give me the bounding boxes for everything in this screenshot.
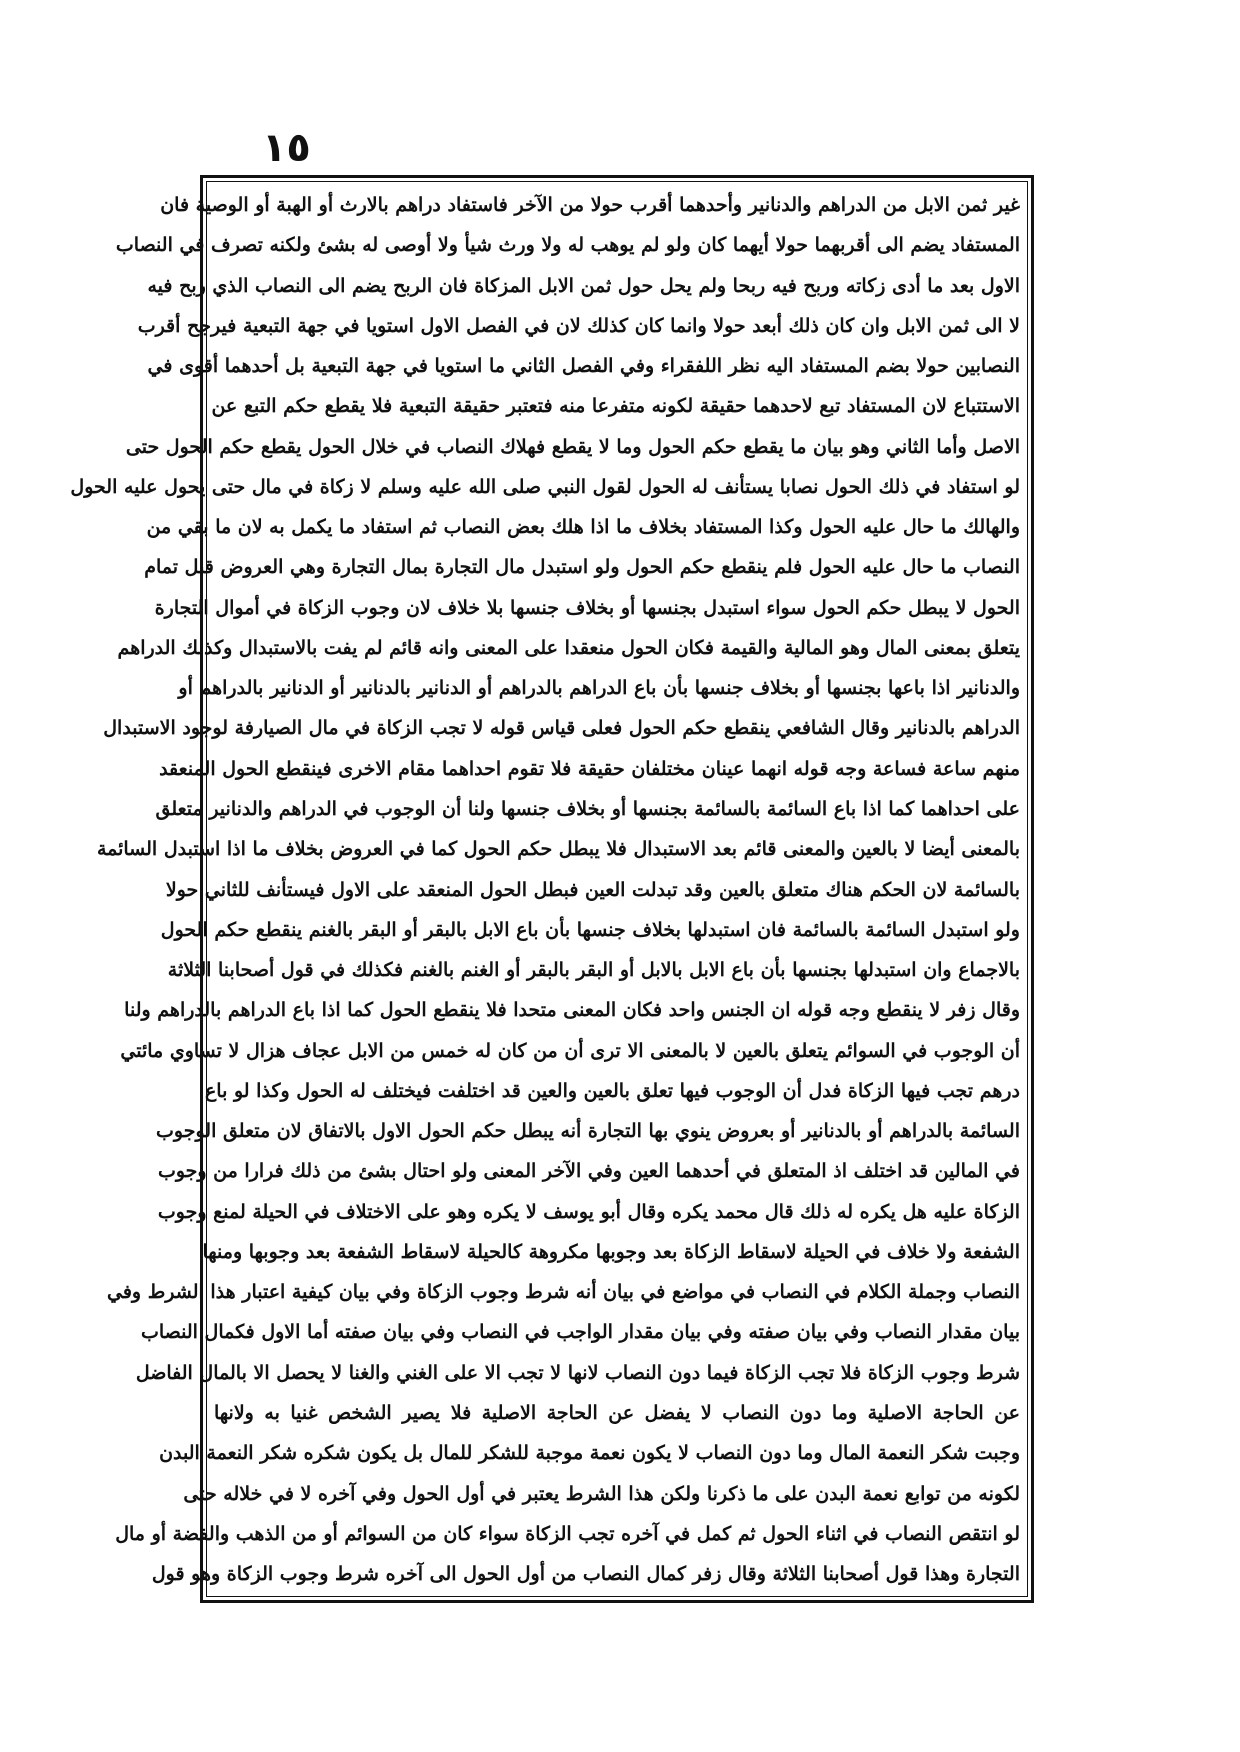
- text-line: والدنانير اذا باعها بجنسها أو بخلاف جنسها بأن باع الدراهم بالدراهم أو الدنانير بالدنانير أو الدنانير بالدراهم أو: [178, 677, 1020, 700]
- text-line: بيان مقدار النصاب وفي بيان صفته وفي بيان مقدار الواجب في النصاب وفي بيان صفته أما الاول فكمال النصاب: [140, 1321, 1020, 1344]
- text-line: بالاجماع وان استبدلها بجنسها بأن باع الابل بالابل أو البقر بالبقر أو الغنم بالغنم فكذلك في قول أصحابنا الثلاثة: [167, 959, 1020, 982]
- text-line: بالمعنى أيضا لا بالعين والمعنى قائم بعد الاستبدال فلا يبطل حكم الحول كما في العروض بخلاف ما اذا استبدل السائمة: [96, 838, 1020, 861]
- text-line: الزكاة عليه هل يكره له ذلك قال محمد يكره وقال أبو يوسف لا يكره وهو على الاختلاف في الحيلة لمنع وجوب: [157, 1200, 1020, 1223]
- text-body: [70, 186, 1020, 1594]
- text-line: والهالك ما حال عليه الحول وكذا المستفاد بخلاف ما اذا هلك بعض النصاب ثم استفاد ما يكمل به لان ما بقي من: [146, 516, 1020, 539]
- text-line: لكونه من توابع نعمة البدن على ما ذكرنا ولكن هذا الشرط يعتبر في أول الحول وفي آخره لا في خلاله حتى: [183, 1482, 1020, 1505]
- text-line: النصابين حولا بضم المستفاد اليه نظر اللفقراء وفي الفصل الثاني ما استويا في جهة التبعية بل أحدهما أقوى في: [147, 355, 1020, 378]
- text-line: في المالين قد اختلف اذ المتعلق في أحدهما العين وفي الآخر المعنى ولو احتال بشئ من ذلك فرارا من وجوب: [157, 1160, 1020, 1183]
- text-line: درهم تجب فيها الزكاة فدل أن الوجوب فيها تعلق بالعين والعين قد اختلفت فيختلف له الحول وكذا لو باع: [204, 1079, 1020, 1102]
- text-line: النصاب وجملة الكلام في النصاب في مواضع في بيان أنه شرط وجوب الزكاة وفي بيان كيفية اعتبار هذا الشرط وفي: [106, 1281, 1020, 1304]
- text-line: على احداهما كما اذا باع السائمة بالسائمة بجنسها أو بخلاف جنسها ولنا أن الوجوب في الدراهم والدنانير متعلق: [155, 797, 1020, 820]
- text-line: شرط وجوب الزكاة فلا تجب الزكاة فيما دون النصاب لانها لا تجب الا على الغني والغنا لا يحصل الا بالمال الفاضل: [135, 1361, 1020, 1384]
- text-line: التجارة وهذا قول أصحابنا الثلاثة وقال زفر كمال النصاب من أول الحول الى آخره شرط وجوب الزكاة وهو قول: [151, 1563, 1020, 1586]
- text-line: الشفعة ولا خلاف في الحيلة لاسقاط الزكاة بعد وجوبها مكروهة كالحيلة لاسقاط الشفعة بعد وجوبها ومنها: [202, 1240, 1020, 1263]
- text-line: بالسائمة لان الحكم هناك متعلق بالعين وقد تبدلت العين فبطل الحول المنعقد على الاول فيستأنف للثاني حولا: [165, 878, 1020, 901]
- text-line: عن الحاجة الاصلية وما دون النصاب لا يفضل عن الحاجة الاصلية فلا يصير الشخص غنيا به ولانها: [214, 1401, 1020, 1424]
- text-line: الاصل وأما الثاني وهو بيان ما يقطع حكم الحول وما لا يقطع فهلاك النصاب في خلال الحول يقطع حكم الحول حتى: [125, 435, 1020, 458]
- text-line: لو استفاد في ذلك الحول نصابا يستأنف له الحول لقول النبي صلى الله عليه وسلم لا زكاة في مال حتى يحول عليه الحول: [70, 475, 1020, 498]
- text-line: الدراهم بالدنانير وقال الشافعي ينقطع حكم الحول فعلى قياس قوله لا تجب الزكاة في مال الصيارفة لوجود الاستبدال: [103, 717, 1020, 740]
- text-line: النصاب ما حال عليه الحول فلم ينقطع حكم الحول ولو استبدل مال التجارة بمال التجارة وهي العروض قبل تمام: [144, 556, 1020, 579]
- text-line: منهم ساعة فساعة وجه قوله انهما عينان مختلفان حقيقة فلا تقوم احداهما مقام الاخرى فينقطع الحول المنعقد: [159, 757, 1020, 780]
- text-line: الاستتباع لان المستفاد تبع لاحدهما حقيقة لكونه متفرعا منه فتعتبر حقيقة التبعية فلا يقطع حكم التبع عن: [211, 395, 1020, 418]
- text-line: وجبت شكر النعمة المال وما دون النصاب لا يكون نعمة موجبة للشكر للمال بل يكون شكره شكر النعمة البدن: [159, 1442, 1020, 1465]
- text-line: الاول بعد ما أدى زكاته وربح فيه ربحا ولم يحل حول ثمن الابل المزكاة فان الربح يضم الى النصاب الذي ربح فيه: [147, 274, 1020, 297]
- text-line: ولو استبدل السائمة بالسائمة فان استبدلها بخلاف جنسها بأن باع الابل بالبقر أو البقر بالغنم ينقطع حكم الحول: [160, 918, 1020, 941]
- page-number: ١٥: [262, 125, 311, 171]
- text-line: المستفاد يضم الى أقربهما حولا أيهما كان ولو لم يوهب له ولا ورث شيأ ولا أوصى له بشئ ولكنه تصرف في النصاب: [115, 234, 1020, 257]
- text-line: لا الى ثمن الابل وان كان ذلك أبعد حولا وانما كان كذلك لان في الفصل الاول استويا في جهة التبعية فيرجح أقرب: [137, 314, 1020, 337]
- text-line: لو انتقص النصاب في اثناء الحول ثم كمل في آخره تجب الزكاة سواء كان من السوائم أو من الذهب والفضة أو مال: [115, 1522, 1020, 1545]
- text-line: أن الوجوب في السوائم يتعلق بالعين لا بالمعنى الا ترى أن من كان له خمس من الابل عجاف هزال لا تساوي مائتي: [120, 1039, 1020, 1062]
- text-line: الحول لا يبطل حكم الحول سواء استبدل بجنسها أو بخلاف جنسها بلا خلاف لان وجوب الزكاة في أموال التجارة: [154, 596, 1020, 619]
- text-line: غير ثمن الابل من الدراهم والدنانير وأحدهما أقرب حولا من الآخر فاستفاد دراهم بالارث أو الهبة أو الوصية فان: [160, 194, 1020, 216]
- text-line: السائمة بالدراهم أو بالدنانير أو بعروض ينوي بها التجارة أنه يبطل حكم الحول الاول بالاتفاق لان متعلق الوجوب: [156, 1120, 1020, 1143]
- text-line: وقال زفر لا ينقطع وجه قوله ان الجنس واحد فكان المعنى متحدا فلا ينقطع الحول كما اذا باع الدراهم بالدراهم ولنا: [124, 999, 1020, 1022]
- text-line: يتعلق بمعنى المال وهو المالية والقيمة فكان الحول منعقدا على المعنى وانه قائم لم يفت بالاستبدال وكذلك الدراهم: [117, 636, 1020, 659]
